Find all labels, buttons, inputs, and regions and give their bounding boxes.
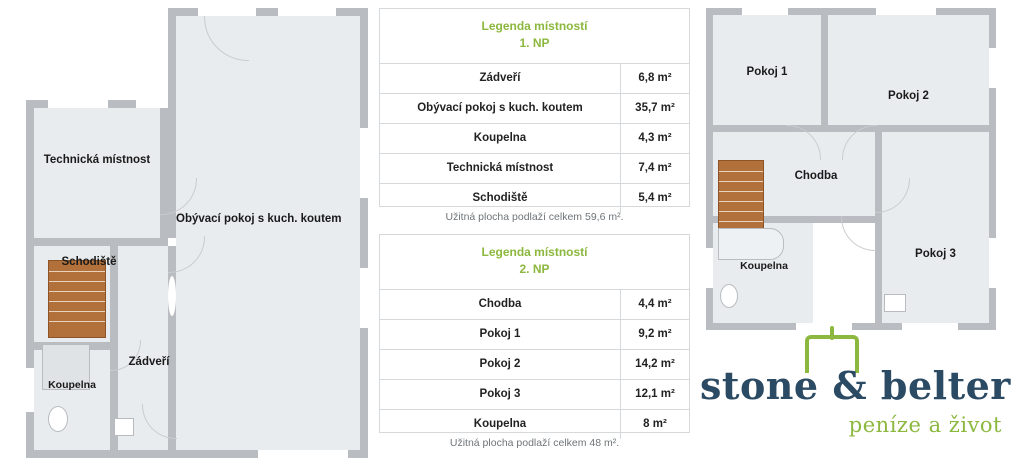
window-opening	[902, 323, 958, 330]
window-opening	[989, 48, 996, 88]
legend-room-name: Chodba	[380, 290, 621, 319]
legend-row	[380, 184, 689, 213]
room-label-koupelna: Koupelna	[48, 379, 96, 391]
room-label-zadveri: Zádveří	[128, 356, 170, 368]
legend-2np-note: Užitná plocha podlaží celkem 48 m².	[449, 437, 620, 449]
wall	[713, 125, 989, 132]
legend-room-area: 4,3 m²	[638, 132, 672, 145]
legend-room-area: 12,1 m²	[635, 388, 675, 401]
legend-room-area: 14,2 m²	[635, 358, 675, 371]
wall	[821, 15, 828, 125]
legend-2np	[379, 234, 690, 433]
legend-room-area: 9,2 m²	[638, 328, 672, 341]
legend-room-area: 8 m²	[643, 418, 667, 431]
legend-title	[380, 235, 689, 290]
wall	[34, 238, 168, 246]
room-pokoj-2	[828, 15, 989, 125]
window-opening	[48, 100, 108, 108]
legend-row	[380, 290, 689, 320]
legend-room-name: Pokoj 3	[380, 380, 621, 409]
legend-1np	[379, 8, 690, 207]
legend-room-area: 5,4 m²	[638, 192, 672, 205]
floorplan-2np	[706, 8, 996, 330]
logo-brand-part1: stone	[700, 363, 819, 408]
legend-room-name: Schodiště	[380, 184, 621, 213]
legend-row	[380, 124, 689, 154]
legend-room-name: Zádveří	[380, 64, 621, 93]
room-label-pokoj-2: Pokoj 2	[888, 90, 929, 102]
wall	[875, 132, 882, 323]
sink-fixture	[884, 294, 906, 312]
legend-row	[380, 320, 689, 350]
logo-brand-part2: belter	[880, 363, 1011, 408]
room-label-pokoj-1: Pokoj 1	[746, 66, 788, 78]
legend-room-name: Koupelna	[380, 410, 621, 439]
legend-row	[380, 94, 689, 124]
room-technicka-mistnost	[34, 108, 160, 238]
legend-row	[380, 380, 689, 410]
wall	[160, 108, 168, 238]
window-opening	[796, 323, 852, 330]
toilet-fixture	[720, 284, 738, 308]
bathtub-fixture	[718, 228, 784, 260]
room-label-schodiste: Schodiště	[61, 256, 117, 268]
legend-room-name: Pokoj 1	[380, 320, 621, 349]
wall	[168, 8, 176, 108]
floorplan-1np	[18, 8, 368, 458]
legend-room-name: Technická místnost	[380, 154, 621, 183]
legend-row	[380, 350, 689, 380]
legend-room-area: 4,4 m²	[638, 298, 672, 311]
legend-title	[380, 9, 689, 64]
legend-title-line2: 1. NP	[519, 36, 550, 51]
sink-fixture	[114, 418, 134, 436]
legend-row	[380, 64, 689, 94]
legend-title-line2: 2. NP	[519, 262, 550, 277]
window-opening	[136, 100, 168, 108]
legend-room-name: Koupelna	[380, 124, 621, 153]
legend-room-area: 7,4 m²	[638, 162, 672, 175]
room-label-technicka: Technická místnost	[43, 154, 151, 166]
legend-1np-note: Užitná plocha podlaží celkem 59,6 m².	[445, 211, 624, 223]
legend-row	[380, 410, 689, 439]
legend-room-name: Obývací pokoj s kuch. koutem	[380, 94, 621, 123]
wall	[168, 108, 176, 238]
room-label-koupelna-2np: Koupelna	[740, 260, 788, 272]
legend-room-area: 6,8 m²	[638, 72, 672, 85]
window-opening	[198, 8, 256, 16]
door-swing	[841, 216, 876, 251]
door-swing	[168, 276, 176, 316]
legend-row	[380, 154, 689, 184]
window-opening	[360, 268, 368, 328]
legend-room-area: 35,7 m²	[635, 102, 675, 115]
window-opening	[706, 248, 713, 288]
legend-room-name: Pokoj 2	[380, 350, 621, 379]
logo-brand-amp: &	[832, 363, 868, 408]
room-obyvaci-pokoj	[176, 16, 360, 450]
logo-tagline: peníze a život	[848, 413, 1002, 437]
room-label-chodba: Chodba	[794, 170, 838, 182]
room-label-pokoj-3: Pokoj 3	[915, 248, 956, 260]
window-opening	[278, 8, 336, 16]
window-opening	[258, 450, 348, 458]
toilet-fixture	[48, 406, 68, 432]
legend-title-line1: Legenda místností	[481, 245, 588, 259]
company-logo	[700, 345, 1010, 455]
room-label-obyvaci: Obývací pokoj s kuch. koutem	[176, 213, 342, 225]
window-opening	[742, 8, 788, 15]
logo-brand	[700, 363, 1011, 408]
legend-title-line1: Legenda místností	[481, 19, 588, 33]
window-opening	[876, 8, 936, 15]
window-opening	[360, 128, 368, 198]
wall	[360, 8, 368, 458]
window-opening	[989, 238, 996, 288]
stairs-1np	[48, 260, 106, 338]
